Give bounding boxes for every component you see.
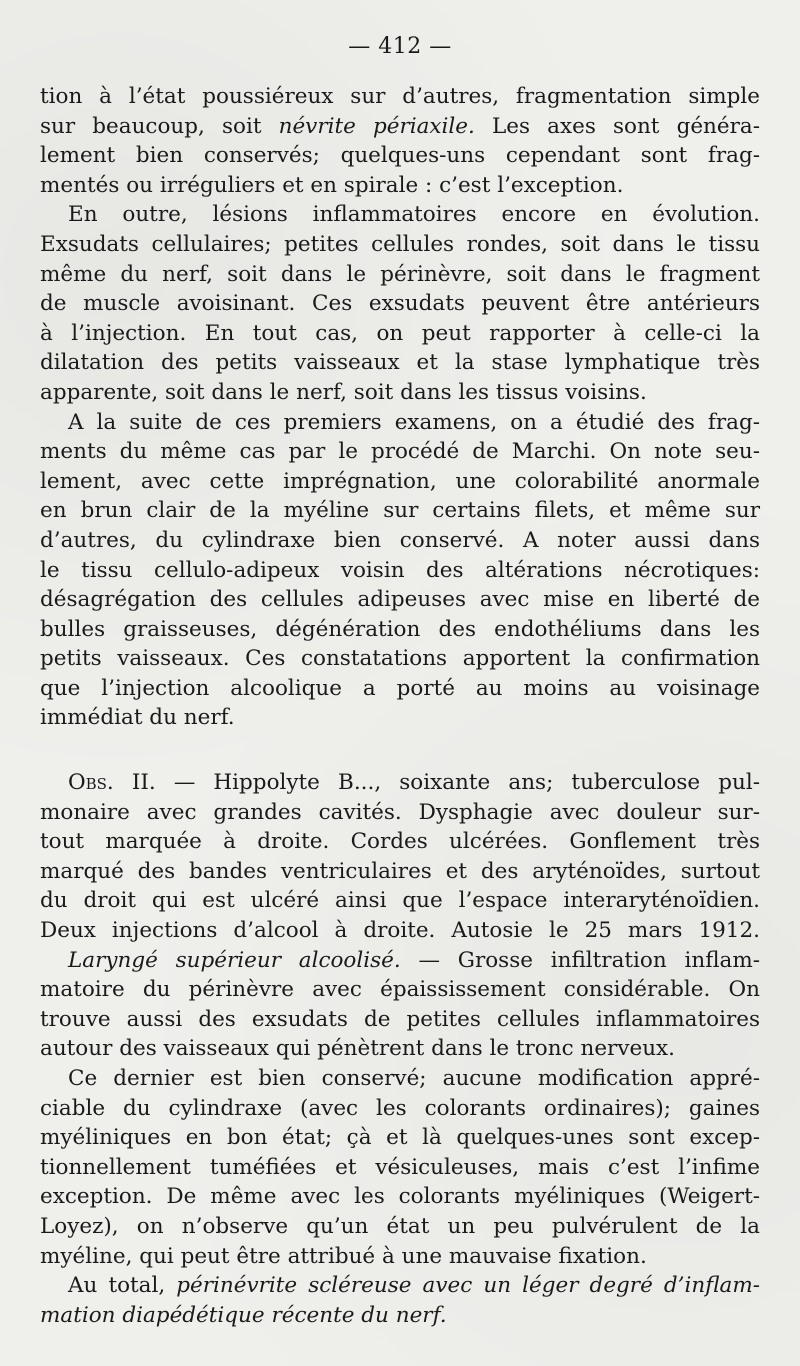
text-segment: dilatation des petits vaisseaux et la stase lymphatique très	[40, 350, 760, 376]
text-line	[40, 260, 760, 290]
text-line	[40, 1153, 760, 1183]
text-segment: sur beaucoup, soit	[40, 113, 279, 139]
text-line	[40, 1301, 760, 1331]
text-segment: myéliniques en bon état; çà et là quelques-unes sont excep-	[40, 1125, 760, 1151]
text-line	[40, 408, 760, 438]
text-segment: de muscle avoisinant. Ces exsudats peuvent être antérieurs	[40, 291, 760, 317]
text-line	[40, 886, 760, 916]
text-line	[40, 1034, 760, 1064]
text-segment: marqué des bandes ventriculaires et des aryténoïdes, surtout	[40, 858, 760, 884]
page-number: — 412 —	[348, 34, 452, 59]
text-segment: ciable du cylindraxe (avec les colorants ordinaires); gaines	[40, 1095, 760, 1121]
text-line	[40, 1094, 760, 1124]
text-line	[40, 437, 760, 467]
text-line	[40, 526, 760, 556]
paragraph	[40, 768, 760, 946]
text-line	[40, 798, 760, 828]
italic-text: périnévrite scléreuse avec un léger degré d’inflam-	[176, 1273, 760, 1299]
text-segment: tout marquée à droite. Cordes ulcérées. Gonflement très	[40, 829, 760, 855]
italic-text: Laryngé supérieur alcoolisé.	[68, 947, 401, 973]
text-segment: Deux injections d’alcool à droite. Autosie le 25 mars 1912.	[40, 918, 760, 944]
text-line	[40, 82, 760, 112]
paragraph	[40, 200, 760, 407]
text-line	[40, 916, 760, 946]
text-segment: petits vaisseaux. Ces constatations apportent la confirmation	[40, 646, 760, 672]
paragraph	[40, 408, 760, 734]
text-segment: le tissu cellulo-adipeux voisin des altérations nécrotiques:	[40, 557, 760, 583]
text-segment: monaire avec grandes cavités. Dysphagie avec douleur sur-	[40, 799, 760, 825]
text-segment: du droit qui est ulcéré ainsi que l’espace interaryténoïdien.	[40, 888, 760, 914]
text-segment: même du nerf, soit dans le périnèvre, soit dans le fragment	[40, 261, 760, 287]
text-line	[40, 200, 760, 230]
text-segment: Exsudats cellulaires; petites cellules rondes, soit dans le tissu	[40, 231, 760, 257]
text-segment: tion à l’état poussiéreux sur d’autres, fragmentation simple	[40, 84, 760, 109]
text-line	[40, 644, 760, 674]
italic-text: névrite périaxile.	[278, 113, 475, 139]
paragraph	[40, 1064, 760, 1271]
text-line	[40, 674, 760, 704]
text-segment: lement, avec cette imprégnation, une colorabilité anormale	[40, 468, 760, 494]
text-segment: myéline, qui peut être attribué à une mauvaise fixation.	[40, 1243, 647, 1269]
text-segment: Ce dernier est bien conservé; aucune modification appré-	[68, 1066, 760, 1091]
text-segment: — Grosse infiltration inflam-	[400, 947, 761, 973]
text-line	[40, 1005, 760, 1035]
paragraph	[40, 946, 760, 1064]
text-segment: que l’injection alcoolique a porté au moins au voisinage	[40, 675, 760, 701]
text-line	[40, 1242, 760, 1272]
text-segment: lement bien conservés; quelques-uns cependant sont frag-	[40, 143, 760, 169]
text-segment: Loyez), on n’observe qu’un état un peu pulvérulent de la	[40, 1213, 760, 1239]
text-line	[40, 348, 760, 378]
text-line	[40, 319, 760, 349]
text-segment: à l’injection. En tout cas, on peut rapporter à celle-ci la	[40, 320, 760, 346]
text-segment: matoire du périnèvre avec épaississement considérable. On	[40, 977, 760, 1003]
text-segment: bulles graisseuses, dégénération des endothéliums dans les	[40, 616, 760, 642]
text-segment: immédiat du nerf.	[40, 705, 235, 731]
text-segment: Au total,	[68, 1273, 177, 1299]
paragraph	[40, 1271, 760, 1330]
text-segment: Les axes sont généra-	[474, 113, 760, 139]
text-line	[40, 141, 760, 171]
text-line	[40, 1123, 760, 1153]
text-segment: d’autres, du cylindraxe bien conservé. A noter aussi dans	[40, 527, 760, 553]
text-segment: apparente, soit dans le nerf, soit dans les tissus voisins.	[40, 379, 647, 405]
text-line	[40, 112, 760, 142]
text-line	[40, 1271, 760, 1301]
paragraph	[40, 82, 760, 200]
text-segment: ments du même cas par le procédé de Marchi. On note seu-	[40, 439, 760, 465]
small-caps-text: Obs. II.	[68, 770, 156, 796]
text-line	[40, 171, 760, 201]
text-line	[40, 1064, 760, 1094]
text-segment: En outre, lésions inflammatoires encore en évolution.	[68, 202, 760, 228]
text-line	[40, 703, 760, 733]
text-line	[40, 1182, 760, 1212]
text-segment: désagrégation des cellules adipeuses avec mise en liberté de	[40, 587, 760, 613]
text-line	[40, 946, 760, 976]
text-line	[40, 496, 760, 526]
text-segment: exception. De même avec les colorants myéliniques (Weigert-	[40, 1184, 760, 1210]
text-segment: — Hippolyte B..., soixante ans; tuberculose pul-	[155, 770, 761, 796]
text-line	[40, 467, 760, 497]
section-gap	[40, 733, 760, 768]
text-segment: tionnellement tuméfiées et vésiculeuses, mais c’est l’infime	[40, 1154, 760, 1180]
text-line	[40, 857, 760, 887]
text-line	[40, 378, 760, 408]
text-segment: A la suite de ces premiers examens, on a étudié des frag-	[68, 409, 760, 435]
text-segment: mentés ou irréguliers et en spirale : c’est l’exception.	[40, 172, 624, 198]
text-line	[40, 289, 760, 319]
text-line	[40, 615, 760, 645]
body-text	[40, 82, 760, 1330]
text-line	[40, 827, 760, 857]
text-segment: en brun clair de la myéline sur certains filets, et même sur	[40, 498, 760, 524]
text-segment: autour des vaisseaux qui pénètrent dans le tronc nerveux.	[40, 1036, 675, 1062]
italic-text: mation diapédétique récente du nerf.	[40, 1302, 447, 1328]
text-line	[40, 975, 760, 1005]
text-segment: trouve aussi des exsudats de petites cellules inflammatoires	[40, 1006, 760, 1032]
text-line	[40, 230, 760, 260]
text-line	[40, 1212, 760, 1242]
text-line	[40, 768, 760, 798]
text-line	[40, 556, 760, 586]
text-line	[40, 585, 760, 615]
